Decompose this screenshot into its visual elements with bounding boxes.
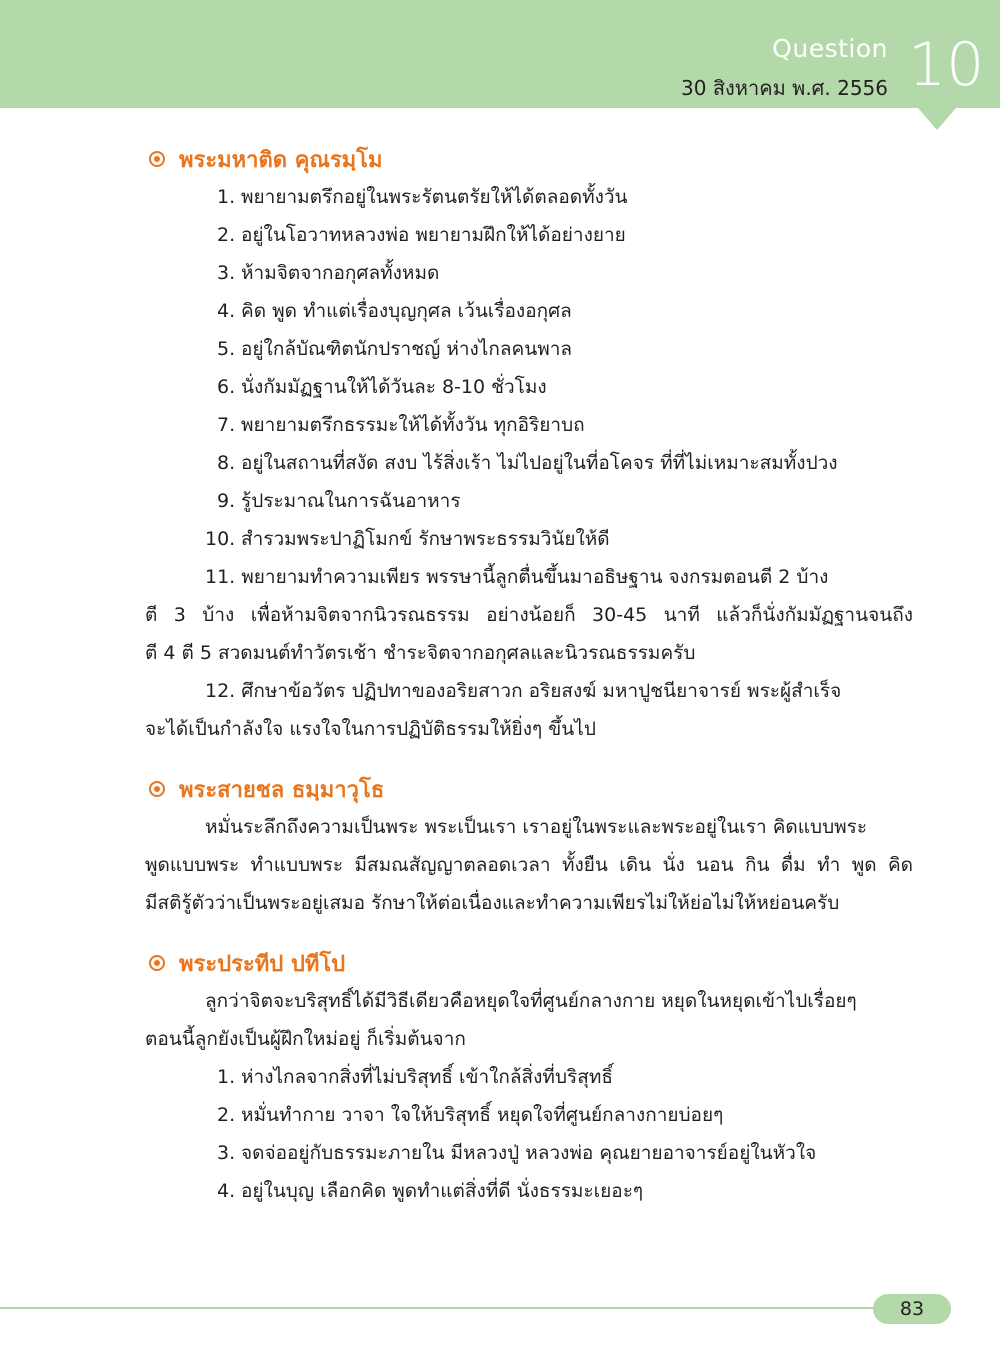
- paragraph-line: พูดแบบพระ ทำแบบพระ มีสมณสัญญาตลอดเวลา ทั้งยืน เดิน นั่ง นอน กิน ดื่ม ทำ พูด คิด: [145, 854, 913, 876]
- paragraph-line: มีสติรู้ตัวว่าเป็นพระอยู่เสมอ รักษาให้ต่อเนื่องและทำความเพียรไม่ให้ย่อไม่ให้หย่อนครับ: [145, 892, 840, 914]
- list-item-11-line-1: 11. พยายามทำความเพียร พรรษานี้ลูกตื่นขึ้นมาอธิษฐาน จงกรมตอนตี 2 บ้าง: [205, 566, 829, 588]
- bullet-icon: [149, 151, 165, 167]
- list-item: 2. หมั่นทำกาย วาจา ใจให้บริสุทธิ์ หยุดใจที่ศูนย์กลางกายบ่อยๆ: [217, 1104, 724, 1126]
- section-2: [145, 770, 913, 922]
- list-item: 4. คิด พูด ทำแต่เรื่องบุญกุศล เว้นเรื่องอกุศล: [217, 300, 572, 322]
- footer-rule: [0, 1307, 880, 1309]
- list-item: 10. สำรวมพระปาฏิโมกข์ รักษาพระธรรมวินัยให้ดี: [205, 528, 610, 550]
- list-item: 9. รู้ประมาณในการฉันอาหาร: [217, 490, 461, 512]
- section-heading: [145, 770, 913, 808]
- question-number: 10: [908, 30, 985, 100]
- list-item: 6. นั่งกัมมัฏฐานให้ได้วันละ 8-10 ชั่วโมง: [217, 376, 547, 398]
- paragraph-line: หมั่นระลึกถึงความเป็นพระ พระเป็นเรา เราอยู่ในพระและพระอยู่ในเรา คิดแบบพระ: [205, 816, 868, 838]
- list-item: 3. ห้ามจิตจากอกุศลทั้งหมด: [217, 262, 440, 284]
- list-item: 7. พยายามตรึกธรรมะให้ได้ทั้งวัน ทุกอิริยาบถ: [217, 414, 585, 436]
- section-title: พระสายชล ธมฺมาวุโธ: [179, 777, 385, 803]
- list-item-12-line-2: จะได้เป็นกำลังใจ แรงใจในการปฏิบัติธรรมให้ยิ่งๆ ขึ้นไป: [145, 718, 596, 740]
- page-number: 83: [873, 1294, 951, 1324]
- list-item: 3. จดจ่ออยู่กับธรรมะภายใน มีหลวงปู่ หลวงพ่อ คุณยายอาจารย์อยู่ในหัวใจ: [217, 1142, 817, 1164]
- list-item-11-line-3: ตี 4 ตี 5 สวดมนต์ทำวัตรเช้า ชำระจิตจากอกุศลและนิวรณธรรมครับ: [145, 642, 696, 664]
- list-item: 1. พยายามตรึกอยู่ในพระรัตนตรัยให้ได้ตลอดทั้งวัน: [217, 186, 628, 208]
- bullet-icon: [149, 781, 165, 797]
- section-3: [145, 944, 913, 1210]
- list-item: 4. อยู่ในบุญ เลือกคิด พูดทำแต่สิ่งที่ดี นั่งธรรมะเยอะๆ: [217, 1180, 644, 1202]
- section-heading: [145, 944, 913, 982]
- header-date: 30 สิงหาคม พ.ศ. 2556: [681, 76, 888, 100]
- section-title: พระประทีป ปทีโป: [179, 951, 346, 977]
- section-title: พระมหาติด คุณรมฺโม: [179, 147, 383, 173]
- page-content: [145, 140, 913, 1232]
- list-item: 2. อยู่ในโอวาทหลวงพ่อ พยายามฝึกให้ได้อย่างยาย: [217, 224, 626, 246]
- list-item: 5. อยู่ใกล้บัณฑิตนักปราชญ์ ห่างไกลคนพาล: [217, 338, 573, 360]
- list-item-11-line-2: ตี 3 บ้าง เพื่อห้ามจิตจากนิวรณธรรม อย่างน้อยก็ 30-45 นาที แล้วก็นั่งกัมมัฏฐานจนถึง: [145, 604, 913, 626]
- header-pointer: [918, 108, 956, 130]
- section-1: [145, 140, 913, 748]
- paragraph-line: ตอนนี้ลูกยังเป็นผู้ฝึกใหม่อยู่ ก็เริ่มต้นจาก: [145, 1028, 466, 1050]
- header-label: Question: [772, 34, 888, 63]
- paragraph-line: ลูกว่าจิตจะบริสุทธิ์ได้มีวิธีเดียวคือหยุดใจที่ศูนย์กลางกาย หยุดในหยุดเข้าไปเรื่อยๆ: [205, 990, 857, 1012]
- section-heading: [145, 140, 913, 178]
- bullet-icon: [149, 955, 165, 971]
- list-item-12-line-1: 12. ศึกษาข้อวัตร ปฏิปทาของอริยสาวก อริยสงฆ์ มหาปูชนียาจารย์ พระผู้สำเร็จ: [205, 680, 842, 702]
- list-item: 8. อยู่ในสถานที่สงัด สงบ ไร้สิ่งเร้า ไม่ไปอยู่ในที่อโคจร ที่ที่ไม่เหมาะสมทั้งปวง: [217, 452, 838, 474]
- list-item: 1. ห่างไกลจากสิ่งที่ไม่บริสุทธิ์ เข้าใกล้สิ่งที่บริสุทธิ์: [217, 1066, 613, 1088]
